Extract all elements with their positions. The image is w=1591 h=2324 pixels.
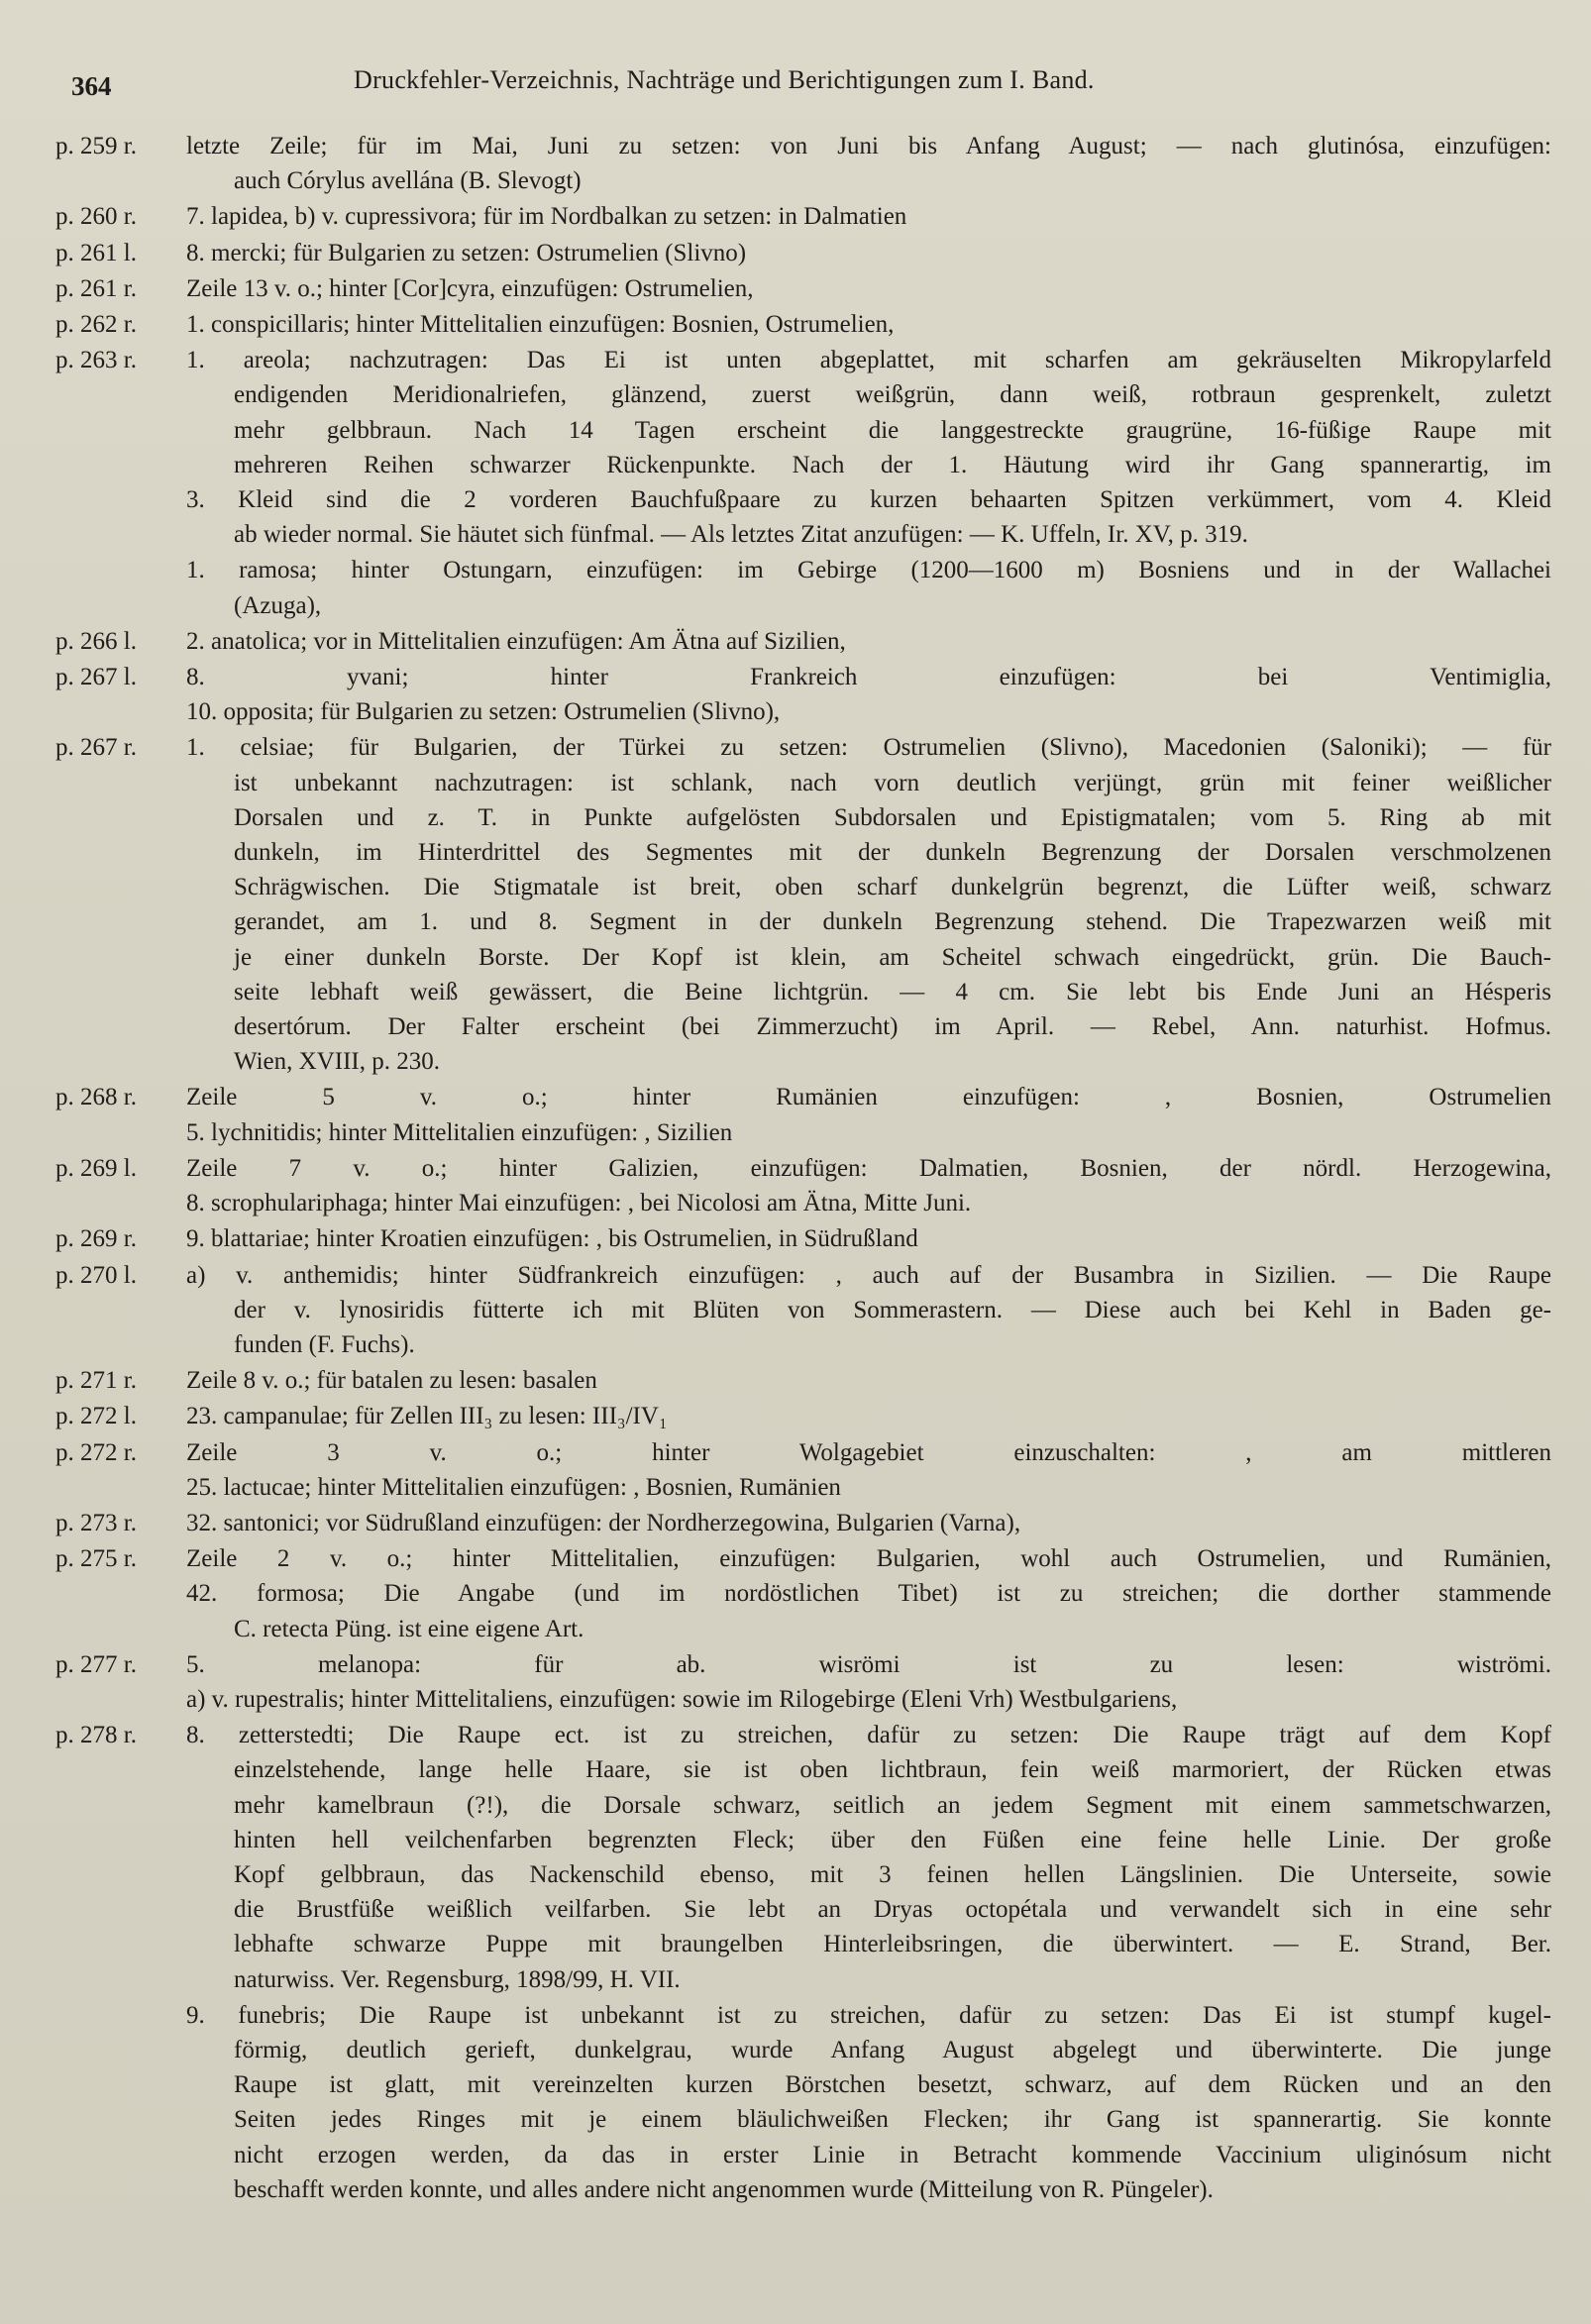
text-line: Zeile 7 v. o.; hinter Galizien, einzufügen: Dalmatien, Bosnien, der nördl. Herzogewina,	[186, 1154, 1551, 1182]
text-line: a) v. anthemidis; hinter Südfrankreich einzufügen: , auch auf der Busambra in Sizilien. — Die Raupe	[186, 1261, 1551, 1289]
text-line: Kopf gelbbraun, das Nackenschild ebenso, mit 3 feinen hellen Längslinien. Die Unterseite, sowie	[234, 1860, 1551, 1888]
entry-text	[186, 236, 1551, 270]
text-line: je einer dunkeln Borste. Der Kopf ist klein, am Scheitel schwach eingedrückt, grün. Die Bauch-	[234, 943, 1551, 971]
errata-entry	[55, 1647, 1551, 1717]
text-line: letzte Zeile; für im Mai, Juni zu setzen: von Juni bis Anfang August; — nach glutinósa, einzufügen:	[186, 133, 1551, 159]
page-reference: p. 269 r.	[55, 1225, 137, 1253]
text-line: 1. celsiae; für Bulgarien, der Türkei zu setzen: Ostrumelien (Slivno), Macedonien (Saloniki); — für	[186, 734, 1551, 762]
page-reference: p. 261 l.	[55, 239, 137, 266]
text-line: naturwiss. Ver. Regensburg, 1898/99, H. VII.	[234, 1965, 681, 1993]
text-line: 2. anatolica; vor in Mittelitalien einzufügen: Am Ätna auf Sizilien,	[186, 627, 846, 655]
errata-entry	[55, 271, 1551, 306]
errata-entry	[55, 624, 1551, 659]
page-reference: p. 275 r.	[55, 1545, 137, 1573]
text-line: 8. zetterstedti; Die Raupe ect. ist zu streichen, dafür zu setzen: Die Raupe trägt auf dem Kopf	[186, 1722, 1551, 1749]
errata-entry	[55, 1435, 1551, 1505]
page-reference: p. 266 l.	[55, 627, 137, 655]
page-reference: p. 271 r.	[55, 1367, 137, 1395]
text-line: 8. yvani; hinter Frankreich einzufügen: bei Ventimiglia,	[186, 664, 1551, 691]
page-reference: p. 268 r.	[55, 1084, 137, 1111]
errata-entry	[55, 1541, 1551, 1646]
entry-text	[186, 660, 1551, 729]
text-line: 32. santonici; vor Südrußland einzufügen: der Nordherzegowina, Bulgarien (Varna),	[186, 1509, 1021, 1536]
text-line: auch Córylus avellána (B. Slevogt)	[234, 167, 582, 195]
entry-text	[186, 1258, 1551, 1363]
page-reference: p. 273 r.	[55, 1509, 137, 1536]
entry-text	[186, 1506, 1551, 1540]
entry-text	[186, 624, 1551, 659]
page-reference: p. 260 r.	[55, 203, 137, 231]
text-line: Zeile 8 v. o.; für batalen zu lesen: basalen	[186, 1367, 597, 1395]
text-line: Raupe ist glatt, mit vereinzelten kurzen Börstchen besetzt, schwarz, auf dem Rücken und an den	[234, 2071, 1551, 2099]
page-reference: p. 261 r.	[55, 274, 137, 302]
entry-text	[186, 1221, 1551, 1256]
page-reference: p. 278 r.	[55, 1722, 137, 1749]
text-line: endigenden Meridionalriefen, glänzend, zuerst weißgrün, dann weiß, rotbraun gesprenkelt, zuletzt	[234, 381, 1551, 409]
entry-text	[186, 1151, 1551, 1220]
text-line: Zeile 5 v. o.; hinter Rumänien einzufügen: , Bosnien, Ostrumelien	[186, 1084, 1551, 1111]
text-line: 25. lactucae; hinter Mittelitalien einzufügen: , Bosnien, Rumänien	[186, 1473, 841, 1501]
entry-text	[186, 1080, 1551, 1149]
text-line: 23. campanulae; für Zellen III₃ zu lesen: III₃/IV₁	[186, 1403, 668, 1430]
text-line: Zeile 3 v. o.; hinter Wolgagebiet einzuschalten: , am mittleren	[186, 1438, 1551, 1466]
page-reference: p. 259 r.	[55, 133, 137, 159]
text-line: mehreren Reihen schwarzer Rückenpunkte. Nach der 1. Häutung wird ihr Gang spannerartig, im	[234, 451, 1551, 478]
errata-entry	[55, 730, 1551, 1079]
errata-entry	[55, 343, 1551, 552]
errata-entry	[55, 1221, 1551, 1256]
text-line: gerandet, am 1. und 8. Segment in der dunkeln Begrenzung stehend. Die Trapezwarzen weiß mit	[234, 908, 1551, 936]
text-line: beschafft werden konnte, und alles andere nicht angenommen wurde (Mitteilung von R. Püngeler).	[234, 2175, 1214, 2203]
entry-text	[186, 307, 1551, 342]
entry-text	[186, 730, 1551, 1079]
errata-entry	[55, 1399, 1551, 1433]
text-line: 5. melanopa: für ab. wisrömi ist zu lesen: wiströmi.	[186, 1650, 1551, 1678]
text-line: Wien, XVIII, p. 230.	[234, 1048, 440, 1076]
text-line: (Azuga),	[234, 591, 322, 619]
text-line: funden (F. Fuchs).	[234, 1330, 415, 1358]
text-line: mehr kamelbraun (?!), die Dorsale schwarz, seitlich an jedem Segment mit einem sammetschwarzen,	[234, 1791, 1551, 1819]
entry-text	[186, 271, 1551, 306]
text-line: mehr gelbbraun. Nach 14 Tagen erscheint die langgestreckte graugrüne, 16-füßige Raupe mit	[234, 416, 1551, 444]
text-line: die Brustfüße weißlich veilfarben. Sie lebt an Dryas octopétala und verwandelt sich in eine sehr	[234, 1896, 1551, 1924]
entry-text	[186, 1541, 1551, 1646]
errata-entry	[55, 1151, 1551, 1220]
errata-entry	[55, 660, 1551, 729]
text-line: C. retecta Püng. ist eine eigene Art.	[234, 1615, 584, 1642]
text-line: nicht erzogen werden, da das in erster Linie in Betracht kommende Vaccinium uliginósum nicht	[234, 2141, 1551, 2168]
text-line: 1. ramosa; hinter Ostungarn, einzufügen: im Gebirge (1200—1600 m) Bosniens und in der Wallachei	[186, 557, 1551, 584]
errata-entry	[55, 1718, 1551, 1997]
text-line: Seiten jedes Ringes mit je einem bläulichweißen Flecken; ihr Gang ist spannerartig. Sie konnte	[234, 2106, 1551, 2134]
running-title: Druckfehler-Verzeichnis, Nachträge und Berichtigungen zum I. Band.	[354, 65, 1095, 94]
entry-text	[186, 1718, 1551, 1997]
page-reference: p. 270 l.	[55, 1261, 137, 1289]
text-line: ist unbekannt nachzutragen: ist schlank, nach vorn deutlich verjüngt, grün mit feiner weißlicher	[234, 769, 1551, 796]
errata-entry	[55, 553, 1551, 622]
text-line: ab wieder normal. Sie häutet sich fünfmal. — Als letztes Zitat anzufügen: — K. Uffeln, Ir. XV, p. 319.	[234, 521, 1248, 549]
page-reference: p. 269 l.	[55, 1154, 137, 1182]
page-number: 364	[71, 71, 112, 101]
text-line: Zeile 13 v. o.; hinter [Cor]cyra, einzufügen: Ostrumelien,	[186, 274, 754, 302]
text-line: Zeile 2 v. o.; hinter Mittelitalien, einzufügen: Bulgarien, wohl auch Ostrumelien, und Rumänien,	[186, 1545, 1551, 1573]
text-line: seite lebhaft weiß gewässert, die Beine lichtgrün. — 4 cm. Sie lebt bis Ende Juni an Hésperis	[234, 978, 1551, 1005]
text-line: förmig, deutlich gerieft, dunkelgrau, wurde Anfang August abgelegt und überwinterte. Die junge	[234, 2036, 1551, 2063]
text-line: hinten hell veilchenfarben begrenzten Fleck; über den Füßen eine feine helle Linie. Der große	[234, 1826, 1551, 1853]
entry-text	[186, 343, 1551, 552]
page-reference: p. 272 l.	[55, 1403, 137, 1430]
text-line: lebhafte schwarze Puppe mit braungelben Hinterleibsringen, die überwintert. — E. Strand, Ber.	[234, 1931, 1551, 1958]
errata-entry	[55, 1080, 1551, 1149]
text-line: a) v. rupestralis; hinter Mittelitaliens, einzufügen: sowie im Rilogebirge (Eleni Vrh) Westbulgariens,	[186, 1685, 1178, 1713]
page-header	[71, 61, 1280, 101]
text-line: desertórum. Der Falter erscheint (bei Zimmerzucht) im April. — Rebel, Ann. naturhist. Hofmus.	[234, 1013, 1551, 1041]
errata-entry	[55, 1998, 1551, 2207]
page-reference: p. 263 r.	[55, 347, 137, 374]
entry-text	[186, 199, 1551, 234]
text-line: 7. lapidea, b) v. cupressivora; für im Nordbalkan zu setzen: in Dalmatien	[186, 203, 907, 231]
entry-text	[186, 1399, 1551, 1433]
text-line: 5. lychnitidis; hinter Mittelitalien einzufügen: , Sizilien	[186, 1118, 733, 1146]
text-line: 10. opposita; für Bulgarien zu setzen: Ostrumelien (Slivno),	[186, 698, 781, 726]
text-line: 9. blattariae; hinter Kroatien einzufügen: , bis Ostrumelien, in Südrußland	[186, 1225, 918, 1253]
text-line: 1. conspicillaris; hinter Mittelitalien einzufügen: Bosnien, Ostrumelien,	[186, 311, 895, 339]
page-reference: p. 262 r.	[55, 311, 137, 339]
text-line: der v. lynosiridis fütterte ich mit Blüten von Sommerastern. — Diese auch bei Kehl in Baden ge-	[234, 1296, 1551, 1323]
page-reference: p. 267 l.	[55, 664, 137, 691]
text-line: Schrägwischen. Die Stigmatale ist breit, oben scharf dunkelgrün begrenzt, die Lüfter weiß, schwarz	[234, 874, 1551, 901]
text-line: 42. formosa; Die Angabe (und im nordöstlichen Tibet) ist zu streichen; die dorther stammende	[186, 1580, 1551, 1608]
entry-text	[186, 1363, 1551, 1398]
errata-list	[55, 129, 1551, 2208]
entry-text	[186, 1435, 1551, 1505]
text-line: 8. scrophulariphaga; hinter Mai einzufügen: , bei Nicolosi am Ätna, Mitte Juni.	[186, 1190, 972, 1217]
text-line: einzelstehende, lange helle Haare, sie ist oben lichtbraun, fein weiß marmoriert, der Rücken etwas	[234, 1756, 1551, 1784]
errata-entry	[55, 129, 1551, 198]
page-reference: p. 267 r.	[55, 734, 137, 762]
text-line: dunkeln, im Hinterdrittel des Segmentes mit der dunkeln Begrenzung der Dorsalen verschmolzenen	[234, 839, 1551, 867]
text-line: 8. mercki; für Bulgarien zu setzen: Ostrumelien (Slivno)	[186, 239, 747, 266]
errata-entry	[55, 236, 1551, 270]
entry-text	[186, 1998, 1551, 2207]
page-reference: p. 272 r.	[55, 1438, 137, 1466]
errata-entry	[55, 307, 1551, 342]
errata-entry	[55, 1506, 1551, 1540]
errata-entry	[55, 1363, 1551, 1398]
errata-entry	[55, 199, 1551, 234]
text-line: 9. funebris; Die Raupe ist unbekannt ist zu streichen, dafür zu setzen: Das Ei ist stumpf kugel-	[186, 2001, 1551, 2029]
text-line: Dorsalen und z. T. in Punkte aufgelösten Subdorsalen und Epistigmatalen; vom 5. Ring ab mit	[234, 803, 1551, 831]
entry-text	[186, 1647, 1551, 1717]
text-line: 1. areola; nachzutragen: Das Ei ist unten abgeplattet, mit scharfen am gekräuselten Mikropylarfeld	[186, 347, 1551, 374]
entry-text	[186, 553, 1551, 622]
errata-entry	[55, 1258, 1551, 1363]
entry-text	[186, 129, 1551, 198]
text-line: 3. Kleid sind die 2 vorderen Bauchfußpaare zu kurzen behaarten Spitzen verkümmert, vom 4. Kleid	[186, 486, 1551, 514]
page-reference: p. 277 r.	[55, 1650, 137, 1678]
